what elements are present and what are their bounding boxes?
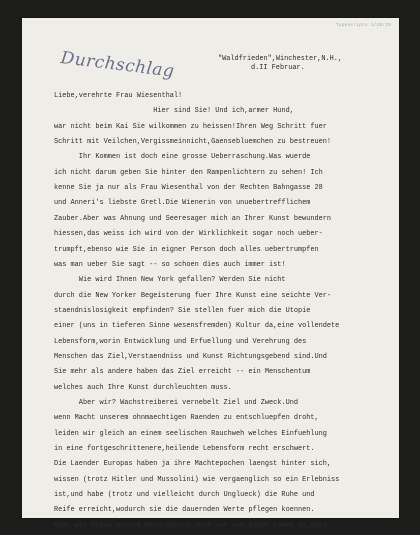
date-line: d.II Februar. — [251, 64, 305, 72]
letter-line: leiden wir gleich an einem seelischen Rauchweh welches Einfuehlung — [54, 429, 327, 438]
letter-line: Hier sind Sie! Und ich,armer Hund, — [54, 107, 294, 116]
letter-line: Schritt mit Veilchen,Vergissmeinnicht,Gaensebluemchen zu bestreuen! — [54, 138, 332, 147]
letter-line: Reife erreicht,wodurch sie die dauernden Werte pflegen koennen. — [54, 506, 315, 515]
letter-page — [22, 18, 399, 530]
letter-line: hiessen,das weiss ich wird von der Wirklichkeit sogar noch ueber- — [54, 230, 323, 239]
letter-line: Die Laender Europas haben ja ihre Machtepochen laengst hinter sich, — [54, 460, 332, 469]
letter-line: Aber wir? Wachstreiberei vernebelt Ziel und Zweck.Und — [54, 399, 298, 407]
letter-line: einer (uns in tieferen Sinne wesensfremden) Kultur da,eine vollendete — [54, 322, 340, 331]
address-line: "Waldfrieden",Winchester,N.H., — [218, 55, 343, 63]
letter-line: kenne Sie ja nur als Frau Wiesenthal von der Rechten Bahngasse 28 — [54, 184, 323, 193]
letter-line: Ihr Kommen ist doch eine grosse Ueberraschung.Was wuerde — [54, 153, 311, 162]
letter-line: Wie wird Ihnen New York gefallen? Werden Sie nicht — [54, 276, 286, 285]
letter-line: Liebe,verehrte Frau Wiesenthal! — [54, 92, 183, 100]
letter-line: Lebensform,worin Entwicklung und Erfuellung und Verehrung des — [54, 337, 307, 346]
letter-line: ich nicht darum geben Sie hinter den Rampenlichtern zu sehen! Ich — [54, 168, 323, 177]
handwritten-note: Durchschlag — [59, 48, 176, 82]
letter-line: staendnislosigkeit empfinden? Sie stellen fuer mich die Utopie — [54, 306, 311, 315]
archive-reference: Typescripts 1/26/29 — [335, 23, 391, 28]
letter-line: wenn Macht unserem ohnmaechtigen Raenden zu entschluepfen droht, — [54, 414, 319, 423]
letter-line: was man ueber Sie sagt -- so schoen dies auch immer ist! — [54, 260, 286, 269]
letter-line: in eine fortgeschrittenere,heilende Lebensform recht erschwert. — [54, 445, 315, 454]
letter-line: Aber wir haben unsere Machtepoche noch vor uns.Daher kommt es,dass — [54, 521, 327, 530]
letter-line: welches auch Ihre Kunst durchleuchten muss. — [54, 383, 232, 392]
letter-line: ist,und habe (trotz und vielleicht durch Unglueck) die Ruhe und — [54, 491, 315, 500]
letter-line: Menschen das Ziel,Verstaendniss und Kunst Richtungsgebend sind.Und — [54, 352, 327, 361]
letter-line: trumpft,ebenso wie Sie in eigner Person doch alles uebertrumpfen — [54, 245, 319, 254]
letter-line: Zauber.Aber was Ahnung und Seeresager mich an Ihrer Kunst bewundern — [54, 214, 332, 223]
letter-line: war nicht beim Kai Sie wilkommen zu heissen!Ihren Weg Schritt fuer — [54, 122, 327, 131]
letter-line: wissen (trotz Hitler und Mussolini) wie vergaenglich so ein Erlebniss — [54, 475, 340, 484]
letter-line: und Anneri's liebste Gretl.Die Wienerin von unuebertrefflichem — [54, 199, 311, 208]
letter-line: Sie mehr als andere haben das Ziel erreicht -- ein Menschentum — [54, 368, 311, 377]
letter-line: durch die New Yorker Begeisterung fuer Ihre Kunst eine seichte Ver- — [54, 291, 332, 300]
